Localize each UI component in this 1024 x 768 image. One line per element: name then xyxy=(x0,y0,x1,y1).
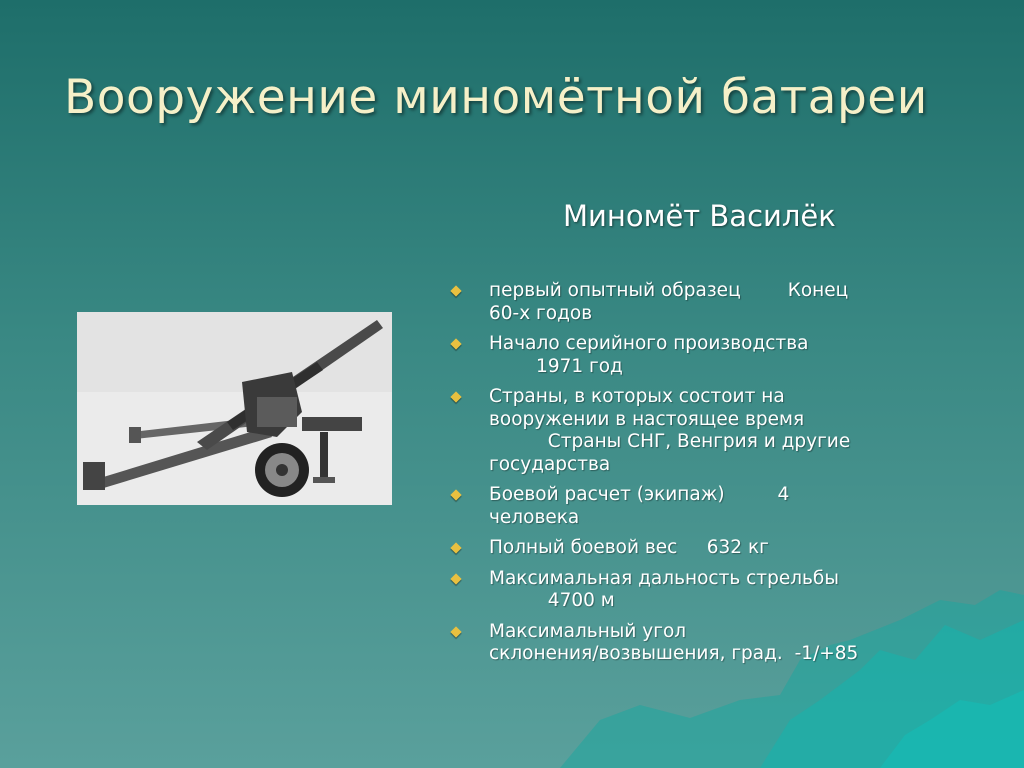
item-line: Страны СНГ, Венгрия и другие xyxy=(489,431,851,452)
item-line: Страны, в которых состоит на xyxy=(489,386,785,407)
list-item xyxy=(448,484,968,529)
diamond-bullet-icon xyxy=(450,391,461,402)
item-line: вооружении в настоящее время xyxy=(489,408,805,430)
item-line: Начало серийного производства xyxy=(489,333,809,354)
diamond-bullet-icon xyxy=(450,338,461,349)
item-line: Боевой расчет (экипаж) 4 xyxy=(489,484,790,505)
list-item xyxy=(448,386,968,476)
mortar-photo xyxy=(77,312,392,505)
diamond-bullet-icon xyxy=(450,542,461,553)
item-line: 60-х годов xyxy=(489,302,593,324)
item-line: 1971 год xyxy=(489,355,623,377)
item-line: Максимальная дальность стрельбы xyxy=(489,567,839,589)
item-line: человека xyxy=(489,506,580,528)
diamond-bullet-icon xyxy=(450,626,461,637)
diamond-bullet-icon xyxy=(450,285,461,296)
item-line: склонения/возвышения, град. -1/+85 xyxy=(489,643,859,664)
item-line: 4700 м xyxy=(489,590,615,611)
list-item xyxy=(448,333,968,378)
specs-list xyxy=(448,280,968,674)
item-line: государства xyxy=(489,453,611,475)
list-item xyxy=(448,280,968,325)
list-item xyxy=(448,568,968,613)
list-item xyxy=(448,621,968,666)
weapon-name-subtitle: Миномёт Василёк xyxy=(563,199,836,233)
item-line: первый опытный образец Конец xyxy=(489,280,849,301)
list-item xyxy=(448,537,968,560)
diamond-bullet-icon xyxy=(450,489,461,500)
diamond-bullet-icon xyxy=(450,573,461,584)
item-line: Полный боевой вес 632 кг xyxy=(489,537,769,558)
item-line: Максимальный угол xyxy=(489,620,687,642)
slide-title: Вооружение миномётной батареи xyxy=(64,70,928,125)
